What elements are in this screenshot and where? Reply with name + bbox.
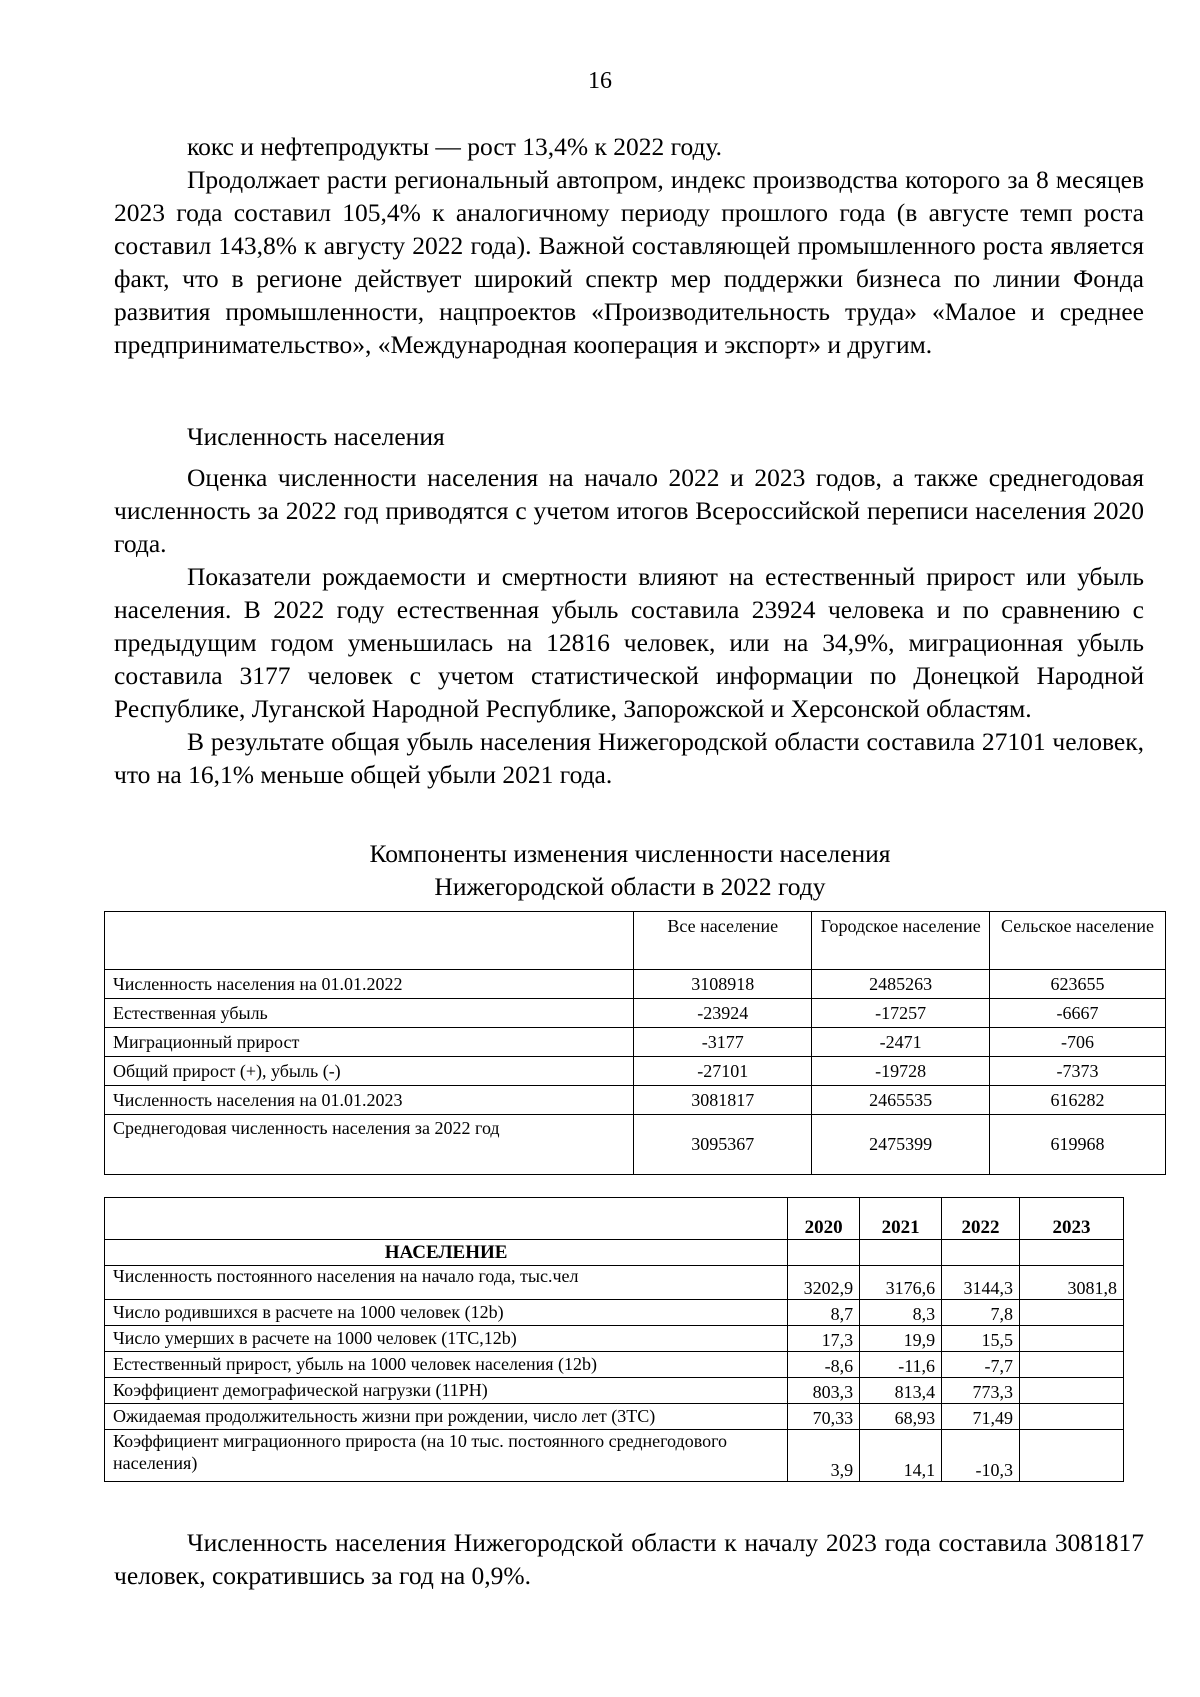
table-row [105,1352,1124,1378]
row-label: Численность населения на 01.01.2023 [105,1086,634,1115]
cell-rural: 616282 [990,1086,1166,1115]
cell-value: 70,33 [788,1404,860,1430]
cell-urban: -2471 [812,1028,990,1057]
cell-value: 7,8 [942,1300,1020,1326]
conclusion-text [114,1526,1144,1592]
cell-value: 68,93 [860,1404,942,1430]
year-header: 2020 [788,1198,860,1240]
row-label: Число родившихся в расчете на 1000 человек (12b) [105,1300,788,1326]
cell-urban: 2465535 [812,1086,990,1115]
cell-value [1020,1326,1124,1352]
cell-all: -3177 [634,1028,812,1057]
cell-urban: 2485263 [812,970,990,999]
row-label: Число умерших в расчете на 1000 человек (1ТС,12b) [105,1326,788,1352]
cell-value: 3202,9 [788,1266,860,1300]
cell-all: -23924 [634,999,812,1028]
header-cell: Городское население [812,912,990,970]
cell-value [1020,1430,1124,1482]
cell-value: -11,6 [860,1352,942,1378]
year-header: 2021 [860,1198,942,1240]
cell-urban: -19728 [812,1057,990,1086]
cell-value: 14,1 [860,1430,942,1482]
cell-value [1020,1378,1124,1404]
cell-value [1020,1352,1124,1378]
table-row [105,1057,1166,1086]
cell-all: 3095367 [634,1115,812,1175]
cell-value: 3081,8 [1020,1266,1124,1300]
cell-value: 15,5 [942,1326,1020,1352]
paragraph: В результате общая убыль населения Нижегородской области составила 27101 человек, что на 16,1% меньше общей убыли 2021 года. [114,727,1144,789]
cell-value: 3144,3 [942,1266,1020,1300]
row-label: Численность населения на 01.01.2022 [105,970,634,999]
paragraph: Показатели рождаемости и смертности влияют на естественный прирост или убыль населения. В 2022 году естественная убыль составила 23924 человека и по сравнению с предыдущим годом уменьшилась на 12816 человек, или на 34,9%, миграционная убыль составила 3177 человек с учетом статистической информации по Донецкой Народной Республике, Луганской Народной Республике, Запорожской и Херсонской областям. [114,562,1144,723]
population-section [114,420,1144,791]
cell-rural: -7373 [990,1057,1166,1086]
table-row [105,970,1166,999]
row-label: Естественная убыль [105,999,634,1028]
year-header: 2022 [942,1198,1020,1240]
row-label: Общий прирост (+), убыль (-) [105,1057,634,1086]
cell-value: 8,7 [788,1300,860,1326]
cell-value [1020,1404,1124,1430]
population-components-table [104,911,1166,1175]
cell-value: -10,3 [942,1430,1020,1482]
paragraph: Оценка численности населения на начало 2022 и 2023 годов, а также среднегодовая численность за 2022 год приводятся с учетом итогов Всероссийской переписи населения 2020 года. [114,463,1144,558]
caption-line: Компоненты изменения численности населения [369,839,891,868]
row-label: Миграционный прирост [105,1028,634,1057]
table-row [105,1300,1124,1326]
section-title: НАСЕЛЕНИЕ [105,1240,788,1266]
cell-value: 803,3 [788,1378,860,1404]
intro-text [114,130,1144,361]
population-indicators-table [104,1197,1124,1482]
row-label: Численность постоянного населения на начало года, тыс.чел [105,1266,788,1300]
cell-rural: -706 [990,1028,1166,1057]
cell-value: 17,3 [788,1326,860,1352]
paragraph: Численность населения Нижегородской области к началу 2023 года составила 3081817 человек, сократившись за год на 0,9%. [114,1528,1144,1590]
table-row [105,1266,1124,1300]
cell-rural: -6667 [990,999,1166,1028]
table-row [105,999,1166,1028]
cell-urban: 2475399 [812,1115,990,1175]
row-label: Ожидаемая продолжительность жизни при рождении, число лет (3ТС) [105,1404,788,1430]
paragraph: Продолжает расти региональный автопром, индекс производства которого за 8 месяцев 2023 года составил 105,4% к аналогичному периоду прошлого года (в августе темп роста составил 143,8% к августу 2022 года). Важной составляющей промышленного роста является факт, что в регионе действует широкий спектр мер поддержки бизнеса по линии Фонда развития промышленности, нацпроектов «Производительность труда» «Малое и среднее предпринимательство», «Международная кооперация и экспорт» и другим. [114,165,1144,359]
cell-value: 3176,6 [860,1266,942,1300]
cell-urban: -17257 [812,999,990,1028]
paragraph: кокс и нефтепродукты — рост 13,4% к 2022 году. [187,132,723,161]
cell-rural: 623655 [990,970,1166,999]
cell-rural: 619968 [990,1115,1166,1175]
table-row [105,1086,1166,1115]
year-header: 2023 [1020,1198,1124,1240]
row-label: Среднегодовая численность населения за 2022 год [105,1115,634,1175]
cell-all: -27101 [634,1057,812,1086]
cell-value: -7,7 [942,1352,1020,1378]
table-row [105,1326,1124,1352]
cell-all: 3108918 [634,970,812,999]
cell-value: 8,3 [860,1300,942,1326]
row-label: Коэффициент демографической нагрузки (11РН) [105,1378,788,1404]
table-caption [0,837,1200,903]
cell-value: 773,3 [942,1378,1020,1404]
table-row [105,1028,1166,1057]
cell-all: 3081817 [634,1086,812,1115]
cell-value: -8,6 [788,1352,860,1378]
row-label: Коэффициент миграционного прироста (на 10 тыс. постоянного среднегодового населения) [105,1430,788,1482]
row-label: Естественный прирост, убыль на 1000 человек населения (12b) [105,1352,788,1378]
caption-line: Нижегородской области в 2022 году [434,872,826,901]
cell-value: 19,9 [860,1326,942,1352]
table-row [105,1430,1124,1482]
header-cell: Сельское население [990,912,1166,970]
table-row [105,1404,1124,1430]
header-cell [105,912,634,970]
cell-value: 813,4 [860,1378,942,1404]
header-cell: Все население [634,912,812,970]
table-row [105,1115,1166,1175]
table-row [105,1378,1124,1404]
cell-value: 3,9 [788,1430,860,1482]
empty-header-cell [105,1198,788,1240]
section-heading: Численность населения [187,422,445,451]
cell-value [1020,1300,1124,1326]
cell-value: 71,49 [942,1404,1020,1430]
page-number: 16 [588,68,612,94]
